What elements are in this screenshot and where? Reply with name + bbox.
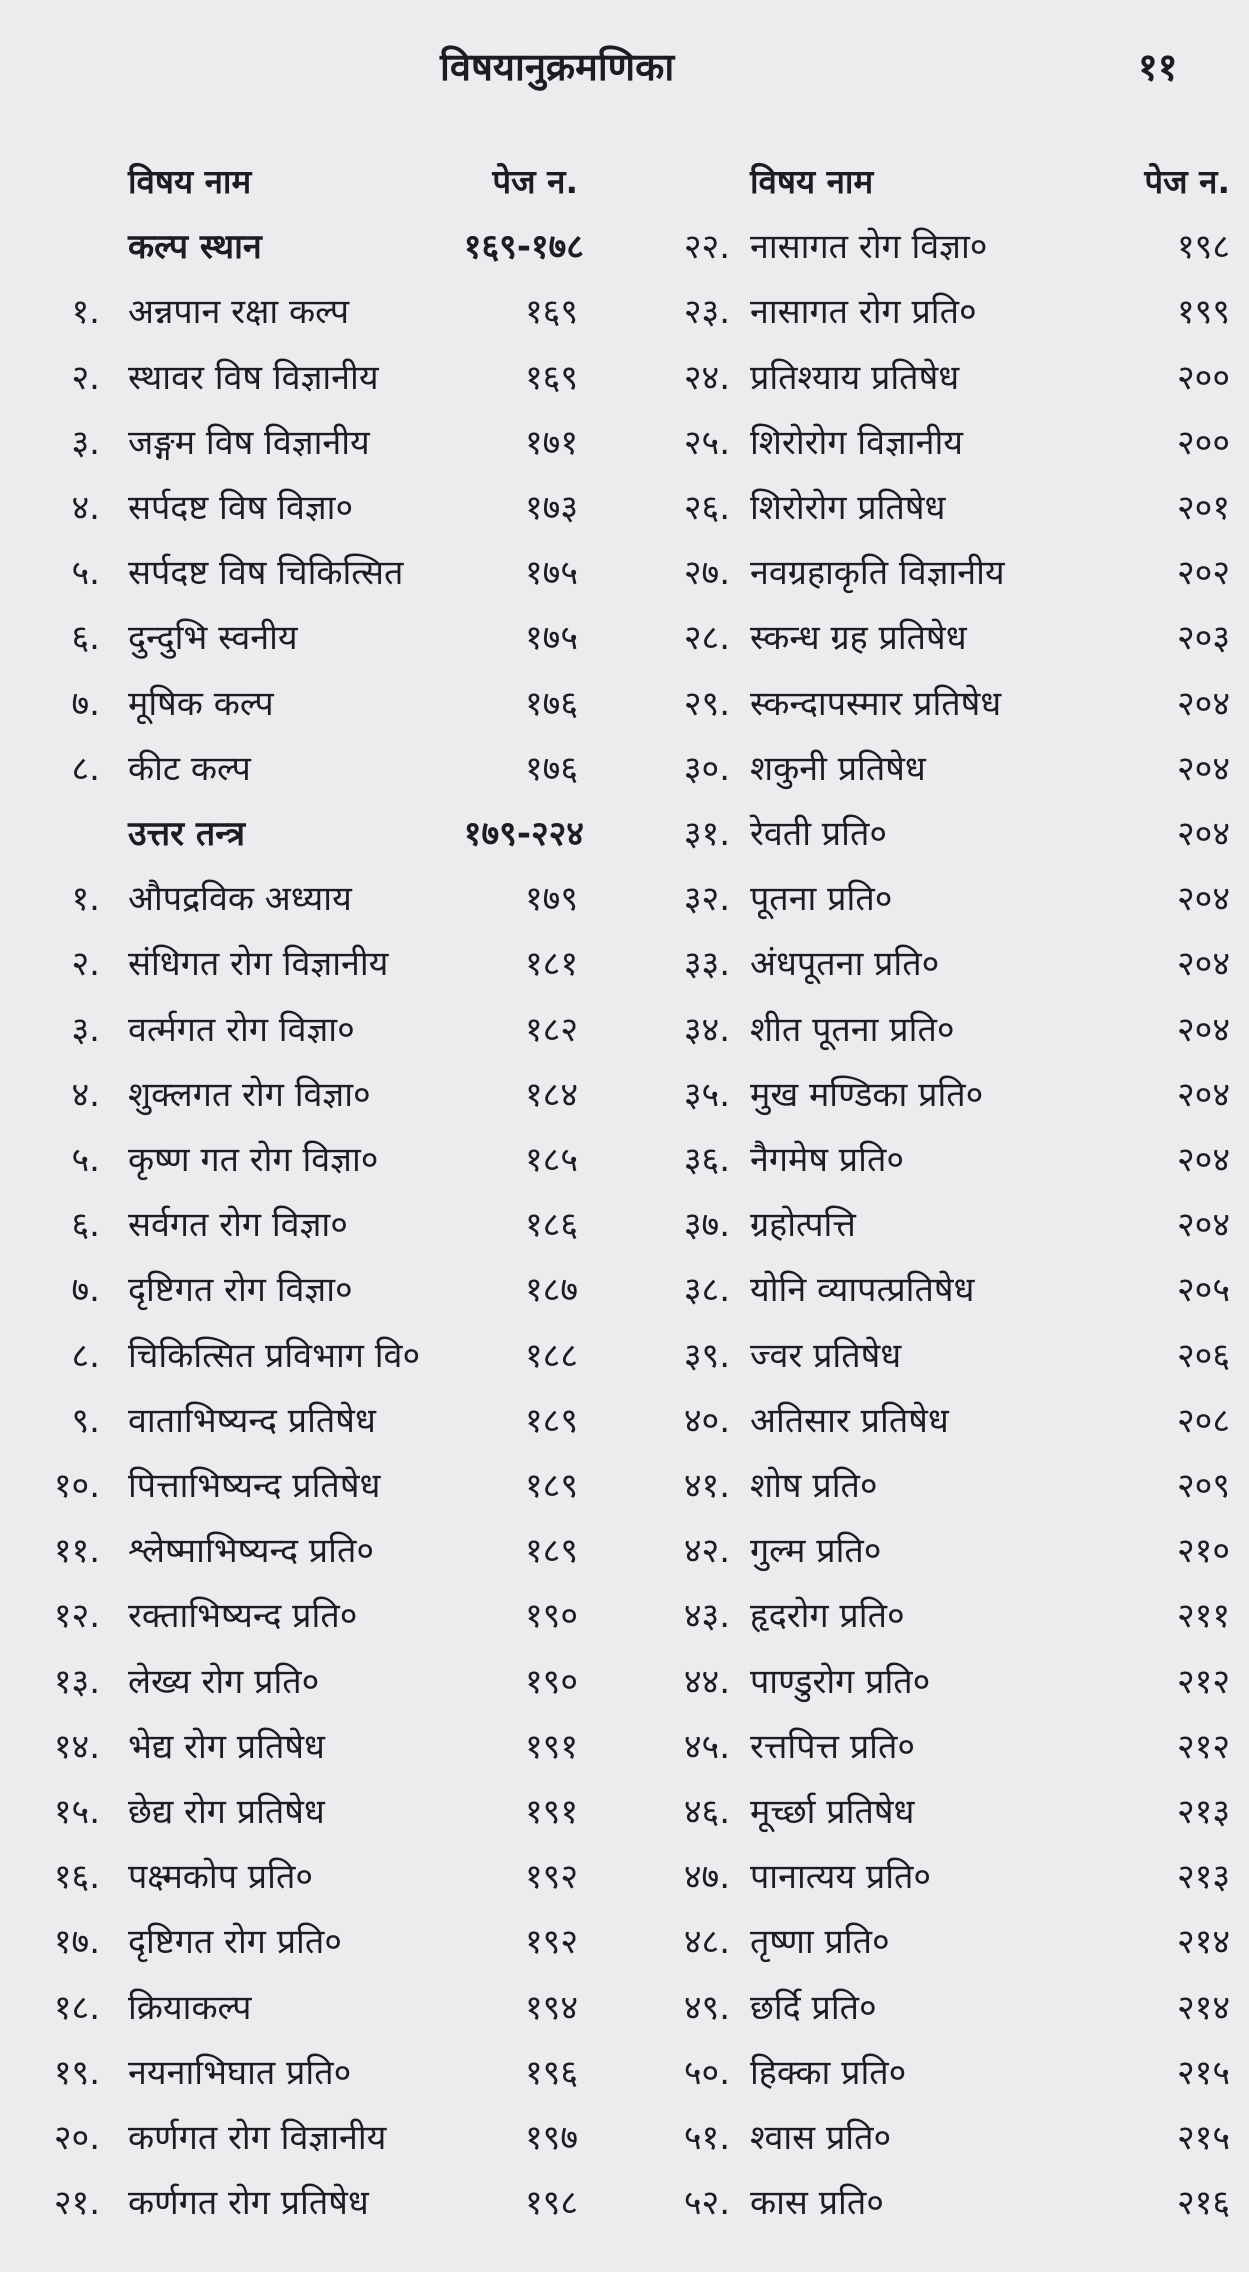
item-title: नासागत रोग विज्ञा० [750,227,988,268]
item-page: २०० [1176,357,1230,398]
section-title: उत्तर तन्त्र [128,814,246,854]
item-title: अतिसार प्रतिषेध [750,1400,949,1441]
item-title: सर्पदष्ट विष विज्ञा० [128,488,354,528]
item-page: १९६ [524,2052,578,2093]
list-item [0,2041,590,2105]
item-number: ३०. [683,748,730,789]
item-title: पूतना प्रति० [750,879,893,920]
item-number: ४. [71,488,100,528]
item-title: छेद्य रोग प्रतिषेध [128,1792,325,1832]
list-item [0,932,590,996]
item-title: चिकित्सित प्रविभाग वि० [128,1335,421,1376]
section-title: कल्प स्थान [128,227,262,268]
item-number: १. [71,879,100,920]
list-item [630,1584,1230,1648]
item-number: १३. [53,1661,100,1702]
list-item [630,672,1230,736]
list-item [630,346,1230,410]
list-item [630,1780,1230,1844]
item-number: १६. [53,1857,100,1898]
list-item [0,1910,590,1974]
item-page: २१२ [1176,1726,1230,1767]
item-title: ज्वर प्रतिषेध [750,1335,902,1376]
item-title: रत्तपित्त प्रति० [750,1726,916,1767]
list-item [0,867,590,931]
item-number: ३१. [683,814,730,854]
item-page: १८८ [524,1335,578,1376]
item-number: ४४. [683,1661,730,1702]
list-item [0,1389,590,1453]
list-item [0,1584,590,1648]
list-item [630,476,1230,540]
item-number: ५. [71,553,100,594]
item-page: २०४ [1176,879,1230,920]
item-number: ५. [71,1140,100,1180]
item-page: २०४ [1176,1140,1230,1180]
item-number: १५. [53,1792,100,1832]
item-title: नासागत रोग प्रति० [750,292,977,333]
list-item [630,932,1230,996]
list-item [630,1193,1230,1257]
item-page: १९८ [524,2183,578,2224]
item-page: २०६ [1176,1335,1230,1376]
item-number: ४२. [683,1531,730,1572]
item-title: रेवती प्रति० [750,814,888,854]
item-page: २०१ [1176,488,1230,528]
item-number: ६. [71,618,100,659]
item-number: २. [71,357,100,398]
item-title: शिरोरोग प्रतिषेध [750,488,946,528]
item-number: ४८. [683,1922,730,1963]
list-item [630,998,1230,1062]
item-number: ५१. [683,2118,730,2158]
item-page: २०२ [1176,553,1230,594]
item-page: २१६ [1176,2183,1230,2224]
list-item [0,280,590,344]
item-page: २०४ [1176,814,1230,854]
item-title: शीत पूतना प्रति० [750,1009,955,1050]
item-page: १८६ [524,1205,578,1246]
list-item [630,411,1230,475]
list-item [0,672,590,736]
item-page: १९१ [524,1726,578,1767]
list-item [0,737,590,801]
list-item [630,1715,1230,1779]
item-number: १४. [53,1726,100,1767]
item-title: प्रतिश्याय प्रतिषेध [750,357,960,398]
item-title: ग्रहोत्पत्ति [750,1205,856,1246]
item-number: ८. [71,748,100,789]
item-number: ४. [71,1074,100,1115]
list-item [0,541,590,605]
list-item [630,1454,1230,1518]
item-title: दृष्टिगत रोग विज्ञा० [128,1270,353,1311]
item-page: १८४ [524,1074,578,1115]
list-item [0,1715,590,1779]
item-title: दृष्टिगत रोग प्रति० [128,1922,342,1963]
item-number: १. [71,292,100,333]
item-number: १७. [53,1922,100,1963]
list-item [0,346,590,410]
item-number: १८. [53,1987,100,2028]
item-title: हृदरोग प्रति० [750,1596,905,1637]
list-item [0,1128,590,1192]
item-page: २१० [1176,1531,1230,1572]
item-title: रक्ताभिष्यन्द प्रति० [128,1596,358,1637]
item-number: ४१. [683,1466,730,1506]
item-title: शुक्लगत रोग विज्ञा० [128,1074,371,1115]
item-title: श्लेष्माभिष्यन्द प्रति० [128,1531,375,1572]
item-title: शिरोरोग विज्ञानीय [750,422,964,463]
item-page: १८१ [524,944,578,985]
item-title: पक्ष्मकोप प्रति० [128,1857,314,1898]
item-title: पानात्यय प्रति० [750,1857,932,1898]
item-number: ५०. [683,2052,730,2093]
item-title: औपद्रविक अध्याय [128,879,352,920]
item-number: ३६. [683,1140,730,1180]
item-page: १७५ [524,618,578,659]
list-item [0,1193,590,1257]
item-title: नवग्रहाकृति विज्ञानीय [750,553,1005,594]
item-number: ४०. [683,1400,730,1441]
item-page: १८९ [524,1400,578,1441]
list-item [630,2171,1230,2235]
item-page: २१३ [1176,1857,1230,1898]
item-page: १७३ [524,488,578,528]
column-heading-name: विषय नाम [128,162,252,201]
item-title: सर्पदष्ट विष चिकित्सित [128,553,404,594]
section-heading [128,215,588,279]
list-item [630,1324,1230,1388]
item-title: शोष प्रति० [750,1466,878,1506]
item-page: १७६ [524,683,578,724]
list-item [0,1324,590,1388]
item-page: १७६ [524,748,578,789]
list-item [0,1454,590,1518]
item-number: ११. [53,1531,100,1572]
item-number: ७. [71,1270,100,1311]
item-number: ३. [71,1009,100,1050]
item-title: वाताभिष्यन्द प्रतिषेध [128,1400,376,1441]
item-number: ४५. [683,1726,730,1767]
item-page: २११ [1176,1596,1230,1637]
list-item [0,476,590,540]
item-number: २८. [683,618,730,659]
list-item [0,411,590,475]
item-number: १२. [53,1596,100,1637]
item-title: पित्ताभिष्यन्द प्रतिषेध [128,1466,381,1506]
list-item [0,1063,590,1127]
list-item [0,1845,590,1909]
list-item [0,1258,590,1322]
item-page: २०८ [1176,1400,1230,1441]
list-item [630,2106,1230,2170]
list-item [630,606,1230,670]
item-number: ९. [71,1400,100,1441]
item-title: पाण्डुरोग प्रति० [750,1661,931,1702]
item-number: १९. [53,2052,100,2093]
item-page: १९२ [524,1922,578,1963]
item-number: २१. [53,2183,100,2224]
item-title: मूषिक कल्प [128,683,274,724]
item-page: २०४ [1176,1074,1230,1115]
item-number: ६. [71,1205,100,1246]
list-item [630,541,1230,605]
item-title: छर्दि प्रति० [750,1987,877,2028]
item-page: २१५ [1176,2052,1230,2093]
item-number: ४७. [683,1857,730,1898]
item-number: ३७. [683,1205,730,1246]
item-number: ८. [71,1335,100,1376]
list-item [630,1063,1230,1127]
item-page: २१५ [1176,2118,1230,2158]
list-item [630,1519,1230,1583]
item-number: २४. [683,357,730,398]
item-page: १७९ [524,879,578,920]
list-item [630,1258,1230,1322]
item-title: सर्वगत रोग विज्ञा० [128,1205,348,1246]
item-title: स्थावर विष विज्ञानीय [128,357,379,398]
item-number: २३. [683,292,730,333]
item-title: अन्नपान रक्षा कल्प [128,292,350,333]
item-number: २९. [683,683,730,724]
item-page: १८२ [524,1009,578,1050]
item-title: नयनाभिघात प्रति० [128,2052,352,2093]
item-number: २५. [683,422,730,463]
item-title: जङ्गम विष विज्ञानीय [128,422,370,463]
list-item [630,1389,1230,1453]
item-page: २०४ [1176,1009,1230,1050]
column-heading-page: पेज न. [492,162,578,201]
item-page: १७१ [524,422,578,463]
item-title: कास प्रति० [750,2183,884,2224]
item-page: १८९ [524,1531,578,1572]
item-page: २०४ [1176,944,1230,985]
item-number: ७. [71,683,100,724]
list-item [630,802,1230,866]
item-page: २१४ [1176,1987,1230,2028]
item-title: कर्णगत रोग प्रतिषेध [128,2183,369,2224]
item-number: २६. [683,488,730,528]
item-title: शकुनी प्रतिषेध [750,748,926,789]
item-title: कर्णगत रोग विज्ञानीय [128,2118,387,2158]
item-number: २०. [53,2118,100,2158]
item-page: १९८ [1176,227,1230,268]
item-number: ४६. [683,1792,730,1832]
list-item [630,1128,1230,1192]
item-page: १६९ [524,292,578,333]
item-title: योनि व्यापत्प्रतिषेध [750,1270,975,1311]
item-number: २. [71,944,100,985]
item-title: मुख मण्डिका प्रति० [750,1074,984,1115]
list-item [0,1650,590,1714]
item-page: २०३ [1176,618,1230,659]
item-number: ३३. [683,944,730,985]
item-page: २०९ [1176,1466,1230,1506]
page-number: ११ [1138,45,1178,89]
list-item [630,2041,1230,2105]
item-page: १९१ [524,1792,578,1832]
section-range: १७९-२२४ [463,814,584,854]
item-number: १०. [53,1466,100,1506]
item-title: संधिगत रोग विज्ञानीय [128,944,389,985]
list-item [630,1845,1230,1909]
item-number: २७. [683,553,730,594]
list-item [630,1976,1230,2040]
item-title: स्कन्दापस्मार प्रतिषेध [750,683,1002,724]
list-item [0,998,590,1062]
section-heading [128,802,588,866]
page-title: विषयानुक्रमणिका [440,45,675,89]
item-page: १८७ [524,1270,578,1311]
item-title: भेद्य रोग प्रतिषेध [128,1726,325,1767]
item-page: १६९ [524,357,578,398]
item-page: २१३ [1176,1792,1230,1832]
item-number: ३२. [683,879,730,920]
item-title: क्रियाकल्प [128,1987,252,2028]
item-title: स्कन्ध ग्रह प्रतिषेध [750,618,967,659]
item-title: दुन्दुभि स्वनीय [128,618,298,659]
item-page: १८५ [524,1140,578,1180]
section-range: १६९-१७८ [463,227,584,268]
item-page: १९२ [524,1857,578,1898]
item-number: २२. [683,227,730,268]
item-number: ३९. [683,1335,730,1376]
item-title: वर्त्मगत रोग विज्ञा० [128,1009,355,1050]
item-page: २०४ [1176,1205,1230,1246]
item-page: २०५ [1176,1270,1230,1311]
item-page: १९० [524,1596,578,1637]
item-title: श्वास प्रति० [750,2118,892,2158]
list-item [0,2106,590,2170]
list-item [0,2171,590,2235]
item-number: ४९. [683,1987,730,2028]
item-page: २०४ [1176,683,1230,724]
item-number: ४३. [683,1596,730,1637]
item-page: २०० [1176,422,1230,463]
item-title: अंधपूतना प्रति० [750,944,940,985]
item-number: ५२. [683,2183,730,2224]
item-title: गुल्म प्रति० [750,1531,882,1572]
column-heading-name: विषय नाम [750,162,874,201]
item-number: ३५. [683,1074,730,1115]
item-title: लेख्य रोग प्रति० [128,1661,320,1702]
list-item [630,280,1230,344]
item-number: ३४. [683,1009,730,1050]
item-number: ३. [71,422,100,463]
item-title: तृष्णा प्रति० [750,1922,890,1963]
list-item [630,1910,1230,1974]
list-item [630,867,1230,931]
item-page: १८९ [524,1466,578,1506]
list-item [630,737,1230,801]
item-title: कृष्ण गत रोग विज्ञा० [128,1140,379,1180]
item-title: हिक्का प्रति० [750,2052,907,2093]
item-title: कीट कल्प [128,748,251,789]
item-page: १९९ [1176,292,1230,333]
list-item [630,215,1230,279]
item-title: नैगमेष प्रति० [750,1140,905,1180]
item-number: ३८. [683,1270,730,1311]
column-heading [0,150,590,214]
item-page: २१४ [1176,1922,1230,1963]
list-item [630,1650,1230,1714]
list-item [0,606,590,670]
list-item [0,1519,590,1583]
item-page: २१२ [1176,1661,1230,1702]
item-page: १९४ [524,1987,578,2028]
item-title: मूर्च्छा प्रतिषेध [750,1792,915,1832]
item-page: १९० [524,1661,578,1702]
item-page: १९७ [524,2118,578,2158]
column-heading-page: पेज न. [1144,162,1230,201]
item-page: २०४ [1176,748,1230,789]
list-item [0,1976,590,2040]
list-item [0,1780,590,1844]
item-page: १७५ [524,553,578,594]
column-heading [630,150,1230,214]
